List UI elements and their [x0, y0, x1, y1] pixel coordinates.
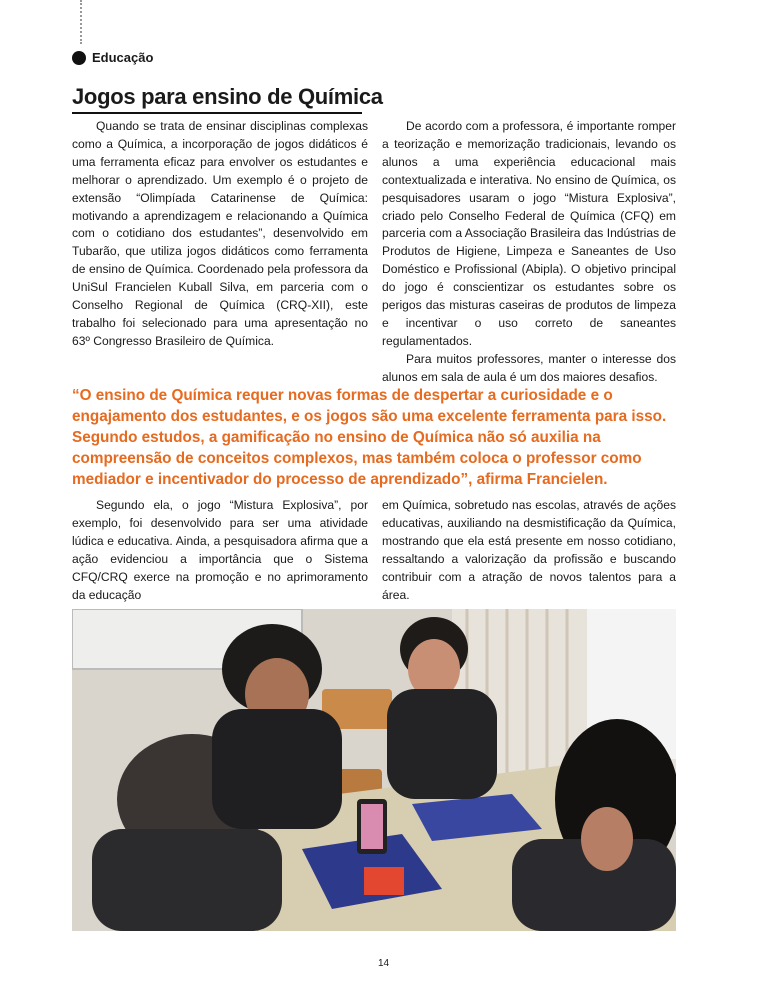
classroom-photo: [72, 609, 676, 931]
article-title: Jogos para ensino de Química: [72, 84, 383, 109]
section-label: Educação: [92, 50, 154, 65]
top-dotted-line: [80, 0, 82, 44]
paragraph: em Química, sobretudo nas escolas, através de ações educativas, auxiliando na desmistificação da Química, mostrando que ela está presente em nosso cotidiano, ressaltando a valorização da profissão e buscando contribuir com a atração de novos talentos para a área.: [382, 498, 676, 602]
column-1: [72, 118, 368, 351]
column-3: [72, 497, 368, 604]
column-4: [382, 497, 676, 604]
section-bullet-icon: [72, 51, 86, 65]
title-underline: [72, 112, 362, 114]
paragraph: Segundo ela, o jogo “Mistura Explosiva”, por exemplo, foi desenvolvido para ser uma atividade lúdica e educativa. Ainda, a pesquisadora afirma que a ação evidenciou a importância que o Sistema CFQ/CRQ exerce na promoção e no aprimoramento da educação: [72, 498, 368, 602]
section-header: [72, 50, 153, 65]
page-number: 14: [377, 958, 390, 969]
paragraph: De acordo com a professora, é importante romper a teorização e memorização tradicionais, levando os alunos a uma experiência educacional mais contextualizada e interativa. No ensino de Química, os pesquisadores usaram o jogo “Mistura Explosiva”, criado pelo Conselho Federal de Química (CFQ) em parceria com a Associação Brasileira das Indústrias de Produtos de Higiene, Limpeza e Saneantes de Uso Doméstico e Profissional (Abipla). O objetivo principal do jogo é conscientizar os estudantes sobre os perigos das misturas caseiras de produtos de limpeza e incentivar o uso correto de saneantes regulamentados.: [382, 119, 676, 348]
paragraph: Para muitos professores, manter o interesse dos alunos em sala de aula é um dos maiores desafios.: [382, 351, 676, 384]
column-2: [382, 118, 676, 387]
paragraph: Quando se trata de ensinar disciplinas complexas como a Química, a incorporação de jogos didáticos é uma ferramenta eficaz para envolver os estudantes e melhorar o aprendizado. Um exemplo é o projeto de extensão “Olimpíada Catarinense de Química: motivando a aprendizagem e relacionando a Química com o cotidiano dos estudantes”, desenvolvido em Tubarão, que utiliza jogos didáticos como ferramenta de ensino de Química. Coordenado pela professora da UniSul Francielen Kuball Silva, em parceria com o Conselho Regional de Química (CRQ-XII), este trabalho foi selecionado para uma apresentação no 63º Congresso Brasileiro de Química.: [72, 119, 368, 348]
pull-quote: “O ensino de Química requer novas formas de despertar a curiosidade e o engajamento dos estudantes, e os jogos são uma excelente ferramenta para isso. Segundo estudos, a gamificação no ensino de Química não só auxilia na compreensão de conceitos complexos, mas também coloca o professor como mediador e incentivador do processo de aprendizado”, afirma Francielen.: [72, 387, 667, 488]
